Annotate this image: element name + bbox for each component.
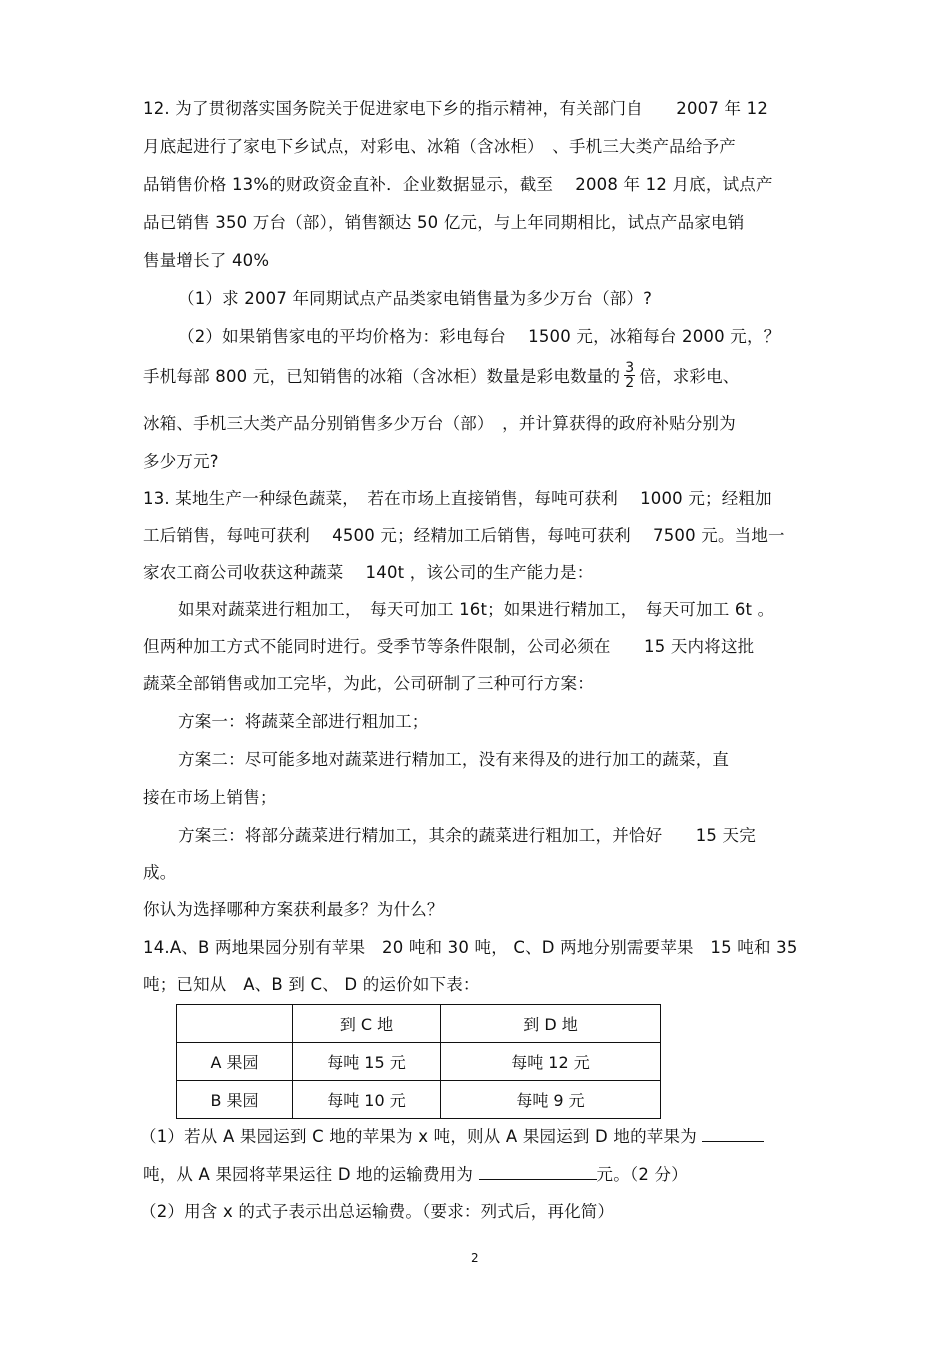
fraction-denominator: 2 <box>625 375 635 391</box>
q12-line-3: 品销售价格 13%的财政资金直补．企业数据显示，截至 2008 年 12 月底，试点产 <box>143 175 773 194</box>
table-header-row <box>177 1005 661 1043</box>
q13-question: 你认为选择哪种方案获利最多？为什么？ <box>143 900 444 919</box>
q13-option-3: 方案三：将部分蔬菜进行精加工，其余的蔬菜进行粗加工，并恰好 15 天完 <box>178 826 756 845</box>
q14-part-1-line-2 <box>143 1163 813 1187</box>
table-row <box>177 1043 661 1081</box>
q14-line-2: 吨；已知从 A、B 到 C、 D 的运价如下表： <box>143 975 480 994</box>
q12-part-2-line-2 <box>143 360 813 392</box>
q14-line-1: 14.A、B 两地果园分别有苹果 20 吨和 30 吨， C、D 两地分别需要苹果 15 吨和 35 <box>143 938 798 957</box>
table-cell: A 果园 <box>177 1043 293 1081</box>
table-cell: 每吨 10 元 <box>293 1081 441 1119</box>
table-header-cell: 到 D 地 <box>441 1005 661 1043</box>
q13-line-2: 工后销售，每吨可获利 4500 元；经精加工后销售，每吨可获利 7500 元。当地一 <box>143 526 785 545</box>
q12-part-1: （1）求 2007 年同期试点产品类家电销售量为多少万台（部）? <box>178 289 653 308</box>
freight-rate-table <box>176 1004 661 1119</box>
q12-part-2-text-before: 手机每部 800 元，已知销售的冰箱（含冰柜）数量是彩电数量的 <box>143 367 621 386</box>
q12-line-4: 品已销售 350 万台（部），销售额达 50 亿元，与上年同期相比，试点产品家电销 <box>143 213 745 232</box>
q12-line-2: 月底起进行了家电下乡试点，对彩电、冰箱（含冰柜） 、手机三大类产品给予产 <box>143 137 736 156</box>
page-number: 2 <box>471 1251 479 1265</box>
fraction-three-halves <box>624 361 635 390</box>
q12-part-2-text-after: 倍，求彩电、 <box>639 367 740 386</box>
table-cell: 每吨 12 元 <box>441 1043 661 1081</box>
q12-part-2-line-3: 冰箱、手机三大类产品分别销售多少万台（部） ，并计算获得的政府补贴分别为 <box>143 414 736 433</box>
answer-blank-2[interactable] <box>479 1163 597 1180</box>
q13-option-2-cont: 接在市场上销售； <box>143 788 277 807</box>
table-cell: 每吨 15 元 <box>293 1043 441 1081</box>
q12-part-2: （2）如果销售家电的平均价格为：彩电每台 1500 元，冰箱每台 2000 元，？ <box>178 327 781 346</box>
q13-line-5: 但两种加工方式不能同时进行。受季节等条件限制，公司必须在 15 天内将这批 <box>143 637 755 656</box>
fraction-numerator: 3 <box>625 360 635 376</box>
q12-part-2-line-4: 多少万元? <box>143 452 219 471</box>
q12-line-1: 12. 为了贯彻落实国务院关于促进家电下乡的指示精神，有关部门自 2007 年 12 <box>143 99 769 118</box>
q13-line-1: 13. 某地生产一种绿色蔬菜， 若在市场上直接销售，每吨可获利 1000 元；经粗加 <box>143 489 772 508</box>
table-header-cell <box>177 1005 293 1043</box>
q14-part-1 <box>140 1125 810 1149</box>
q14-part-1-text-before: 吨，从 A 果园将苹果运往 D 地的运输费用为 <box>143 1165 474 1184</box>
q13-option-1: 方案一：将蔬菜全部进行粗加工； <box>178 712 429 731</box>
q13-line-6: 蔬菜全部销售或加工完毕，为此，公司研制了三种可行方案： <box>143 674 594 693</box>
q14-part-1-text: （1）若从 A 果园运到 C 地的苹果为 x 吨，则从 A 果园运到 D 地的苹果为 <box>140 1127 697 1146</box>
q14-part-2: （2）用含 x 的式子表示出总运输费。（要求：列式后，再化简） <box>140 1202 615 1221</box>
q13-option-3-cont: 成。 <box>143 863 177 882</box>
q13-option-2: 方案二：尽可能多地对蔬菜进行精加工，没有来得及的进行加工的蔬菜，直 <box>178 750 730 769</box>
answer-blank-1[interactable] <box>702 1125 764 1142</box>
q13-line-3: 家农工商公司收获这种蔬菜 140t ，该公司的生产能力是： <box>143 563 594 582</box>
table-cell: B 果园 <box>177 1081 293 1119</box>
q13-line-4: 如果对蔬菜进行粗加工， 每天可加工 16t；如果进行精加工， 每天可加工 6t 。 <box>178 600 775 619</box>
q12-line-5: 售量增长了 40% <box>143 251 270 270</box>
table-row <box>177 1081 661 1119</box>
table-cell: 每吨 9 元 <box>441 1081 661 1119</box>
table-header-cell: 到 C 地 <box>293 1005 441 1043</box>
q14-part-1-text-after: 元。（2 分） <box>596 1165 688 1184</box>
